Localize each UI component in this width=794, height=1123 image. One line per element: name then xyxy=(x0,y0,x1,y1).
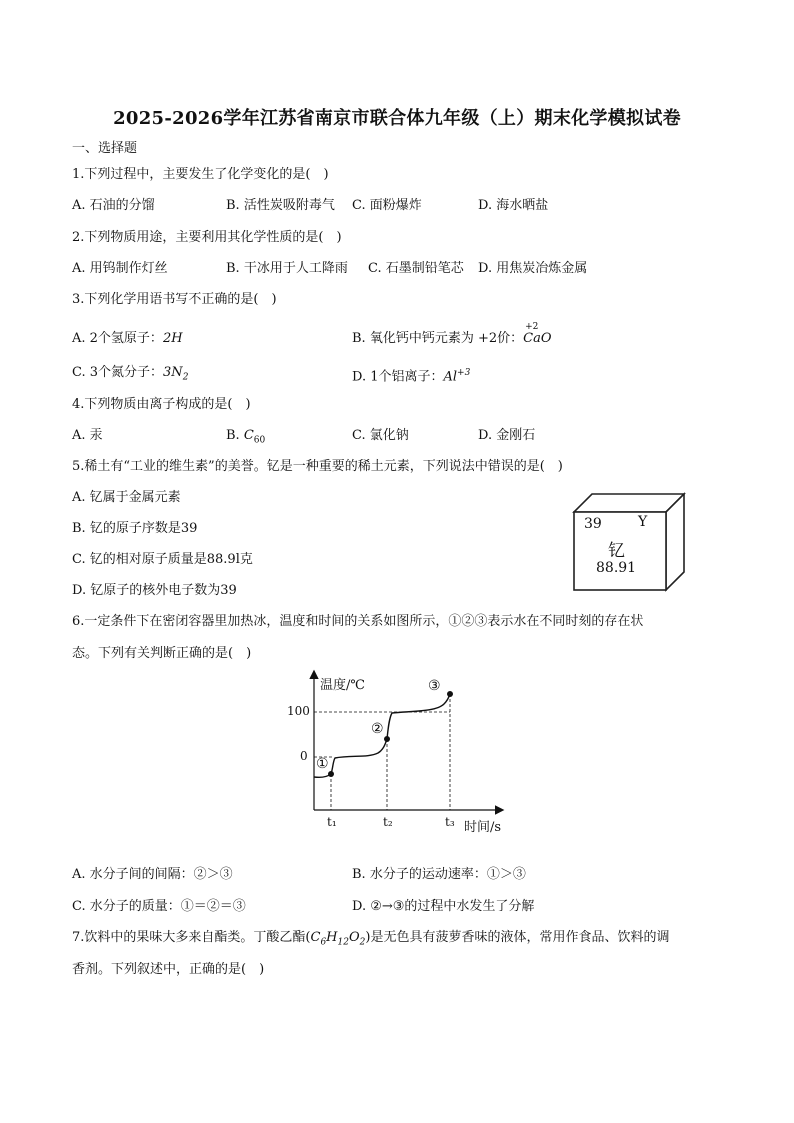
q4-b-formula: C xyxy=(243,428,254,443)
chart-point-label-1: ① xyxy=(316,756,329,772)
q1-option-c[interactable]: C. 面粉爆炸 xyxy=(352,198,422,213)
q7-sub-o: 2 xyxy=(359,937,366,948)
chart-ylabel: 温度/℃ xyxy=(320,678,365,693)
element-name: 钇 xyxy=(608,541,625,561)
q3-a-formula: 2H xyxy=(162,331,183,346)
chart-point-label-2: ② xyxy=(371,721,384,737)
question-5-stem: 5.稀土有“工业的维生素”的美誉。钇是一种重要的稀土元素，下列说法中错误的是( ) xyxy=(72,459,563,474)
question-2-stem: 2.下列物质用途，主要利用其化学性质的是( ) xyxy=(72,230,342,245)
q6-option-d[interactable]: D. ②→③的过程中水发生了分解 xyxy=(352,899,535,914)
q2-option-b[interactable]: B. 干冰用于人工降雨 xyxy=(226,261,348,276)
q3-c-sub: 2 xyxy=(182,372,189,383)
q2-option-c[interactable]: C. 石墨制铅笔芯 xyxy=(368,261,464,276)
element-tile-yttrium xyxy=(566,492,686,592)
point-2-dot xyxy=(384,736,390,742)
question-7-stem-line-2: 香剂。下列叙述中，正确的是( ) xyxy=(72,962,265,977)
q7-stem-part-b: )是无色具有菠萝香味的液体，常用作食品、饮料的调 xyxy=(365,930,670,945)
q2-option-d[interactable]: D. 用焦炭冶炼金属 xyxy=(478,261,588,276)
element-atomic-number: 39 xyxy=(584,516,602,532)
q3-c-formula: 3N xyxy=(163,365,183,380)
q3-option-a[interactable] xyxy=(72,330,183,348)
question-3-stem: 3.下列化学用语书写不正确的是( ) xyxy=(72,292,277,307)
q4-option-d[interactable]: D. 金刚石 xyxy=(478,428,536,443)
q7-stem-part-a: 7.饮料中的果味大多来自酯类。丁酸乙酯( xyxy=(72,930,311,945)
q4-option-a[interactable]: A. 汞 xyxy=(72,428,103,443)
chart-ytick-100: 100 xyxy=(287,704,310,718)
q5-option-d[interactable]: D. 钇原子的核外电子数为39 xyxy=(72,583,237,598)
q4-b-sub: 60 xyxy=(253,435,266,446)
q7-sub-h: 12 xyxy=(337,937,349,948)
section-heading: 一、选择题 xyxy=(72,141,138,156)
q5-option-a[interactable]: A. 钇属于金属元素 xyxy=(72,490,181,505)
q2-option-a[interactable]: A. 用钨制作灯丝 xyxy=(72,261,168,276)
question-7-stem-line-1 xyxy=(72,929,669,952)
point-1-dot xyxy=(328,771,334,777)
temperature-time-chart xyxy=(296,668,516,838)
q4-option-c[interactable]: C. 氯化钠 xyxy=(352,428,409,443)
question-1-stem: 1.下列过程中，主要发生了化学变化的是( ) xyxy=(72,167,329,182)
chart-xtick-t3: t₃ xyxy=(445,815,455,829)
q3-d-formula: Al xyxy=(443,369,458,385)
chart-xlabel: 时间/s xyxy=(464,820,502,835)
chart-point-label-3: ③ xyxy=(428,678,441,694)
q3-b-text: B. 氧化钙中钙元素为 +2价： xyxy=(352,331,524,346)
q3-option-b[interactable] xyxy=(352,322,552,348)
q3-a-text: A. 2个氢原子： xyxy=(72,331,163,346)
q6-option-b[interactable]: B. 水分子的运动速率：①＞③ xyxy=(352,867,526,882)
question-4-stem: 4.下列物质由离子构成的是( ) xyxy=(72,397,251,412)
chart-xtick-t1: t₁ xyxy=(327,815,337,829)
q7-formula-o: O xyxy=(348,930,360,945)
q6-option-a[interactable]: A. 水分子间的间隔：②＞③ xyxy=(72,867,233,882)
q7-sub-c: 6 xyxy=(320,937,327,948)
q4-b-text: B. xyxy=(226,428,244,443)
q3-b-formula: CaO xyxy=(523,331,552,346)
question-6-stem-line-2: 态。下列有关判断正确的是( ) xyxy=(72,646,252,661)
chart-xtick-t2: t₂ xyxy=(383,815,393,829)
q7-formula-h: H xyxy=(326,930,338,945)
q3-b-charge: +2 xyxy=(525,322,539,332)
q5-option-c[interactable]: C. 钇的相对原子质量是88.9l克 xyxy=(72,552,253,567)
point-3-dot xyxy=(447,691,453,697)
question-6-stem-line-1: 6.一定条件下在密闭容器里加热冰，温度和时间的关系如图所示，①②③表示水在不同时刻的存在状 xyxy=(72,614,644,629)
q1-option-d[interactable]: D. 海水晒盐 xyxy=(478,198,549,213)
q5-option-b[interactable]: B. 钇的原子序数是39 xyxy=(72,521,198,536)
q3-option-d[interactable] xyxy=(352,364,470,386)
q3-d-sup: +3 xyxy=(457,368,471,378)
q7-formula-c: C xyxy=(310,930,321,945)
q1-option-a[interactable]: A. 石油的分馏 xyxy=(72,198,155,213)
q3-d-text: D. 1个铝离子： xyxy=(352,369,444,385)
element-mass: 88.91 xyxy=(596,560,637,576)
q4-option-b[interactable] xyxy=(226,427,265,450)
chart-ytick-0: 0 xyxy=(300,749,308,763)
element-symbol: Y xyxy=(638,514,648,530)
q6-option-c[interactable]: C. 水分子的质量：①＝②＝③ xyxy=(72,899,246,914)
page-title: 2025-2026学年江苏省南京市联合体九年级（上）期末化学模拟试卷 xyxy=(113,108,681,129)
q1-option-b[interactable]: B. 活性炭吸附毒气 xyxy=(226,198,335,213)
q3-c-text: C. 3个氮分子： xyxy=(72,365,164,380)
q3-option-c[interactable] xyxy=(72,364,188,387)
